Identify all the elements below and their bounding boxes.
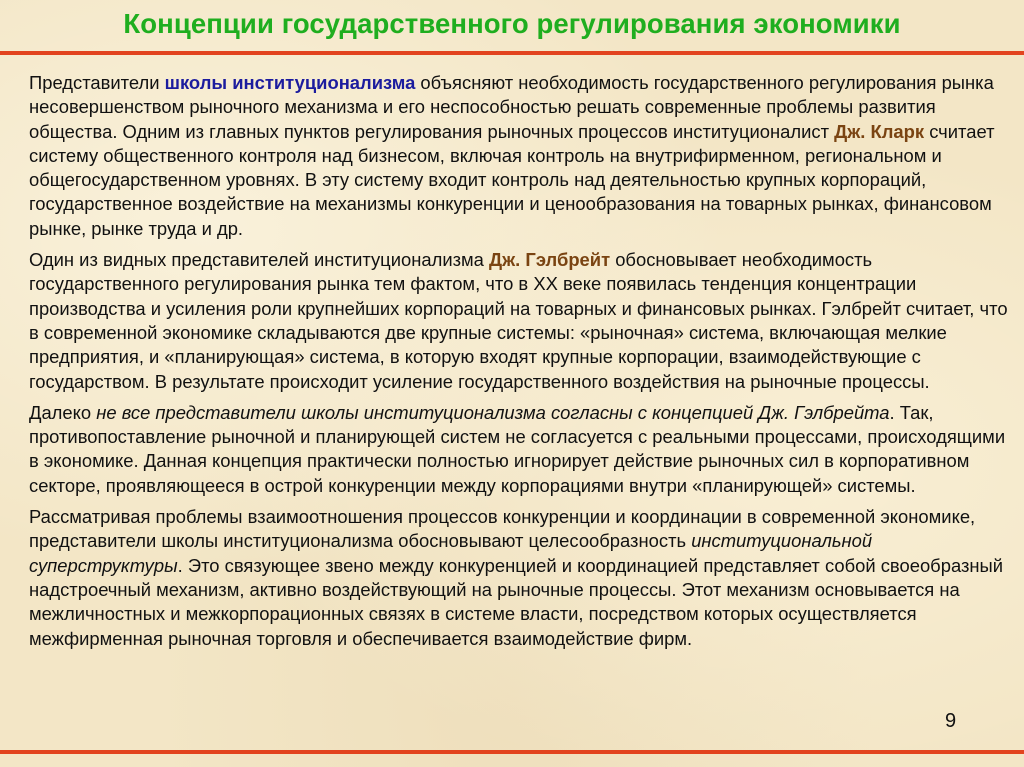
italic-emphasis: не все представители школы институционализма согласны с концепцией Дж. Гэлбрейта bbox=[96, 401, 890, 423]
text-segment: Один из видных представителей институционализма bbox=[29, 249, 490, 271]
footer-divider bbox=[0, 750, 1024, 754]
text-segment: Рассматривая проблемы взаимоотношения процессов конкуренции и координации в современной экономике, представители школы институционализма обосновывают целесообразность bbox=[29, 506, 976, 552]
slide-title: Концепции государственного регулирования экономики bbox=[123, 8, 901, 39]
title-divider bbox=[0, 51, 1024, 55]
paragraph-critique bbox=[29, 401, 1014, 498]
paragraph-clark bbox=[29, 71, 1014, 241]
text-segment: . Это связующее звено между конкуренцией и координацией представляет собой своеобразный надстроечный механизм, активно воздействующий на рыночные процессы. Этот механизм основывается на межличностных и межкорпорационных связях в системе власти, посредством которых осуществляется межфирменная рыночная торговля и обеспечивается взаимодействие фирм. bbox=[29, 554, 1004, 649]
highlight-institutionalism-school: школы институционализма bbox=[164, 72, 416, 93]
italic-emphasis: институциональной суперструктуры bbox=[29, 530, 873, 576]
paragraph-galbraith bbox=[29, 248, 1014, 394]
highlight-name-clark: Дж. Кларк bbox=[834, 120, 925, 142]
text-segment: . Так, противопоставление рыночной и планирующей систем не согласуется с реальными процессами, происходящими в экономике. Данная концепция практически полностью игнорирует действие рыночных сил в корпоративном секторе, проявляющееся в острой конкуренции между корпорациями внутри «планирующей» системы. bbox=[29, 401, 1006, 496]
slide-body bbox=[29, 71, 1014, 658]
text-segment: объясняют необходимость государственного регулирования рынка несовершенством рыночного механизма и его неспособностью решать современные проблемы развития общества. Одним из главных пунктов регулирования рыночных процессов институционалист bbox=[29, 72, 994, 142]
paragraph-superstructure bbox=[29, 505, 1014, 651]
text-segment: обосновывает необходимость государственного регулирования рынка тем фактом, что в XX веке появилась тенденция концентрации производства и усиления роли крупнейших корпораций на товарных и финансовых рынках. Гэлбрейт считает, что в современной экономике складываются две крупные системы: «рыночная» система, включающая мелкие предприятия, и «планирующая» система, в которую входят крупные корпорации, взаимодействующие с государством. В результате происходит усиление государственного воздействия на рыночные процессы. bbox=[29, 249, 1008, 392]
text-segment: Представители bbox=[29, 72, 165, 93]
highlight-name-galbraith: Дж. Гэлбрейт bbox=[489, 249, 611, 271]
text-segment: Далеко bbox=[29, 401, 97, 423]
text-segment: считает систему общественного контроля над бизнесом, включая контроль на внутрифирменном, региональном и общегосударственном уровнях. В эту систему входит контроль над деятельностью крупных корпораций, государственное воздействие на механизмы конкуренции и ценообразования на товарных рынках, финансовом рынке, рынке труда и др. bbox=[29, 120, 995, 239]
page-number: 9 bbox=[945, 710, 957, 732]
